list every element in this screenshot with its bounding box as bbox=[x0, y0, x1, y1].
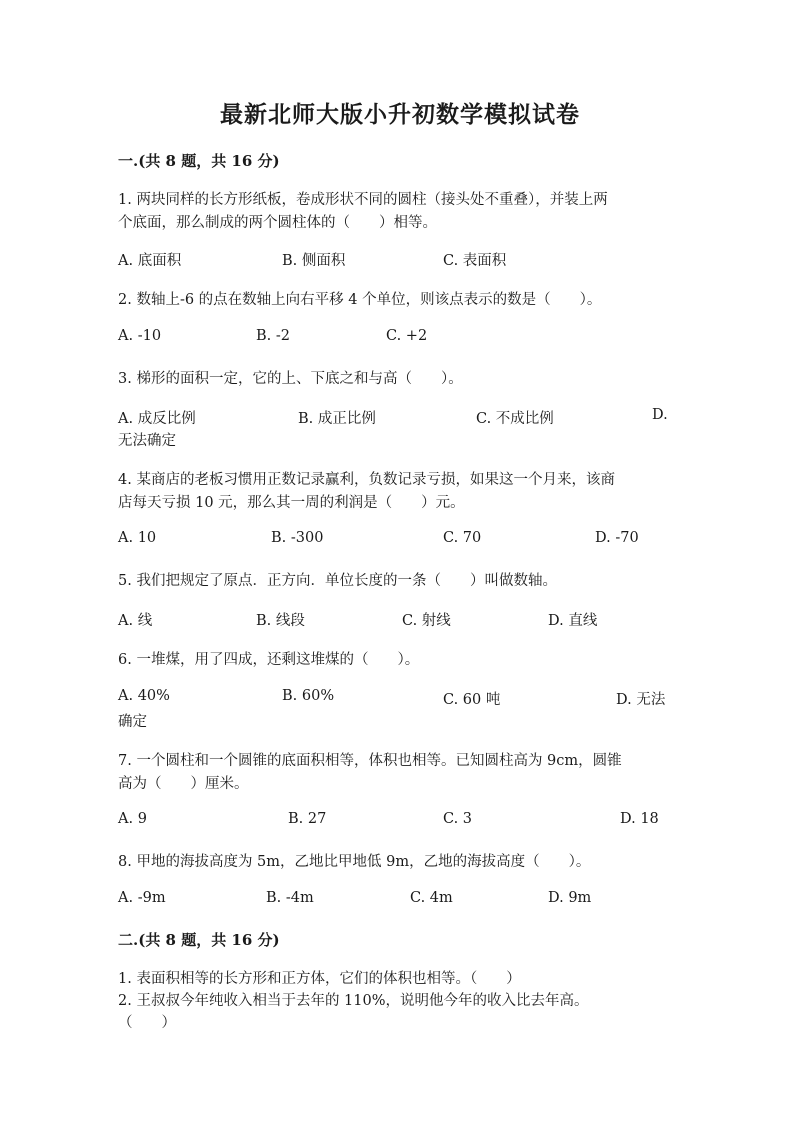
question-3-option-d: D. bbox=[652, 407, 668, 423]
question-7-line-2: 高为（ ）厘米。 bbox=[118, 776, 249, 792]
question-2-line-1: 2. 数轴上-6 的点在数轴上向右平移 4 个单位，则该点表示的数是（ ）。 bbox=[118, 292, 602, 308]
question-8-option-b: B. -4m bbox=[266, 890, 314, 906]
question-1-option-c: C. 表面积 bbox=[443, 253, 507, 269]
question-7-option-d: D. 18 bbox=[620, 811, 659, 827]
question-5-option-a: A. 线 bbox=[118, 613, 153, 629]
question-5-line-1: 5. 我们把规定了原点．正方向．单位长度的一条（ ）叫做数轴。 bbox=[118, 573, 557, 589]
question-3-option-a: A. 成反比例 bbox=[118, 411, 196, 427]
question-4-line-2: 店每天亏损 10 元，那么其一周的利润是（ ）元。 bbox=[118, 495, 465, 511]
question-5-option-c: C. 射线 bbox=[402, 613, 451, 629]
question-6-option-a: A. 40% bbox=[118, 688, 170, 704]
question-3-option-d-wrap: 无法确定 bbox=[118, 433, 176, 449]
exam-title: 最新北师大版小升初数学模拟试卷 bbox=[220, 101, 580, 128]
question-6-option-d-wrap: 确定 bbox=[118, 714, 147, 730]
question-1-line-1: 1. 两块同样的长方形纸板，卷成形状不同的圆柱（接头处不重叠），并装上两 bbox=[118, 192, 608, 208]
question-4-option-d: D. -70 bbox=[595, 530, 639, 546]
question-5-option-d: D. 直线 bbox=[548, 613, 598, 629]
question-3-option-b: B. 成正比例 bbox=[298, 411, 376, 427]
question-4-option-c: C. 70 bbox=[443, 530, 482, 546]
question-8-option-a: A. -9m bbox=[118, 890, 166, 906]
question-6-option-b: B. 60% bbox=[282, 688, 335, 704]
question-8-option-d: D. 9m bbox=[548, 890, 592, 906]
question-1-line-2: 个底面，那么制成的两个圆柱体的（ ）相等。 bbox=[118, 215, 437, 231]
question-4-option-a: A. 10 bbox=[118, 530, 157, 546]
section-heading-1: 一.(共 8 题，共 16 分) bbox=[118, 152, 280, 170]
question-2-option-b: B. -2 bbox=[256, 328, 290, 344]
question-3-option-c: C. 不成比例 bbox=[476, 411, 554, 427]
question-4-option-b: B. -300 bbox=[271, 530, 324, 546]
judge-1-line-1: 1. 表面积相等的长方形和正方体，它们的体积也相等。（ ） bbox=[118, 971, 521, 987]
question-2-option-c: C. +2 bbox=[386, 328, 428, 344]
question-2-option-a: A. -10 bbox=[118, 328, 162, 344]
section-heading-2: 二.(共 8 题，共 16 分) bbox=[118, 931, 280, 949]
question-8-line-1: 8. 甲地的海拔高度为 5m，乙地比甲地低 9m，乙地的海拔高度（ ）。 bbox=[118, 854, 591, 870]
question-6-option-d: D. 无法 bbox=[616, 692, 666, 708]
question-4-line-1: 4. 某商店的老板习惯用正数记录赢利，负数记录亏损，如果这一个月来，该商 bbox=[118, 472, 615, 488]
question-1-option-a: A. 底面积 bbox=[118, 253, 182, 269]
question-6-line-1: 6. 一堆煤，用了四成，还剩这堆煤的（ ）。 bbox=[118, 652, 420, 668]
judge-2-line-2: （ ） bbox=[118, 1015, 176, 1031]
question-7-line-1: 7. 一个圆柱和一个圆锥的底面积相等，体积也相等。已知圆柱高为 9cm，圆锥 bbox=[118, 753, 622, 769]
question-7-option-c: C. 3 bbox=[443, 811, 473, 827]
question-1-option-b: B. 侧面积 bbox=[282, 253, 346, 269]
question-7-option-b: B. 27 bbox=[288, 811, 327, 827]
question-6-option-c: C. 60 吨 bbox=[443, 692, 501, 708]
question-3-line-1: 3. 梯形的面积一定，它的上、下底之和与高（ ）。 bbox=[118, 371, 463, 387]
question-8-option-c: C. 4m bbox=[410, 890, 453, 906]
judge-2-line-1: 2. 王叔叔今年纯收入相当于去年的 110%，说明他今年的收入比去年高。 bbox=[118, 993, 589, 1009]
question-5-option-b: B. 线段 bbox=[256, 613, 305, 629]
question-7-option-a: A. 9 bbox=[118, 811, 147, 827]
